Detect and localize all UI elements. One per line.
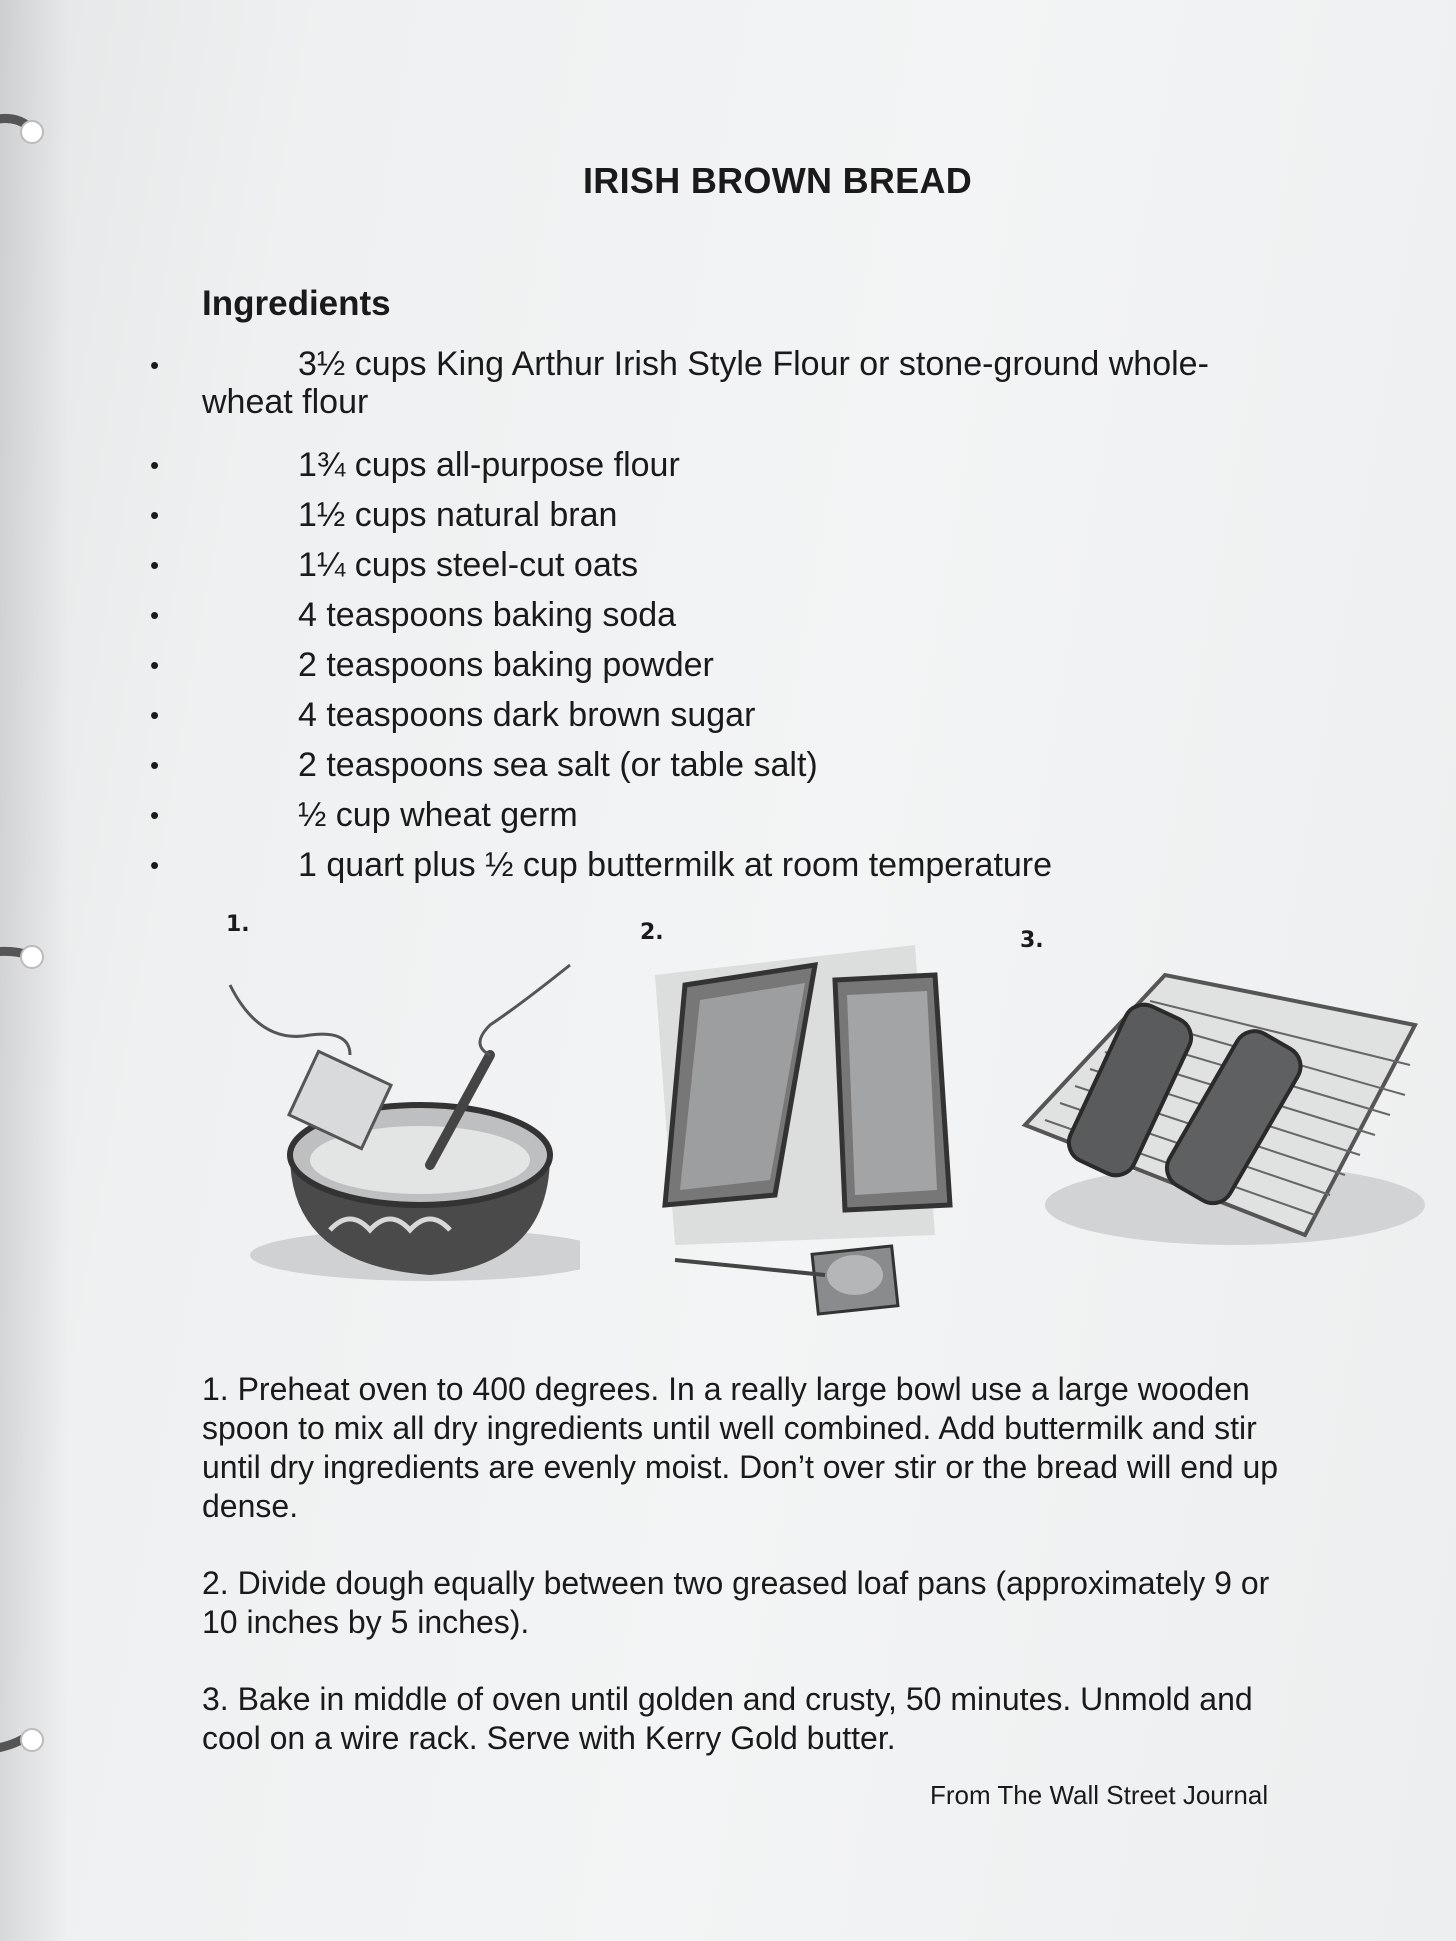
bullet: • [150, 700, 160, 730]
ingredient-item [150, 640, 1330, 690]
ingredient-text: 1 quart plus ½ cup buttermilk at room temperature [298, 846, 1053, 884]
bullet: • [150, 650, 160, 680]
ingredient-text-line2: wheat flour [202, 383, 369, 421]
ingredient-item [150, 840, 1330, 890]
ingredient-text-line1: 3½ cups King Arthur Irish Style Flour or stone-ground whole- [298, 345, 1209, 383]
ingredient-text: 1¼ cups steel-cut oats [298, 546, 639, 584]
ingredient-item [150, 490, 1330, 540]
bullet: • [150, 550, 160, 580]
ingredient-item [150, 440, 1330, 490]
binder-ring-icon [0, 108, 48, 152]
binder-ring-icon [0, 935, 48, 979]
recipe-title: IRISH BROWN BREAD [583, 160, 973, 201]
ingredient-text: 4 teaspoons dark brown sugar [298, 696, 756, 734]
ingredients-heading: Ingredients [202, 284, 391, 323]
bullet: • [150, 750, 160, 780]
ingredient-text: 4 teaspoons baking soda [298, 596, 677, 634]
bullet: • [150, 800, 160, 830]
ingredient-text: 1¾ cups all-purpose flour [298, 446, 680, 484]
ingredient-item [150, 540, 1330, 590]
instructions [202, 1370, 1282, 1796]
instruction-step: 1. Preheat oven to 400 degrees. In a really large bowl use a large wooden spoon to mix all dry ingredients until well combined. Add buttermilk and stir until dry ingredients are evenly moist. Don’t over stir or the bread will end up dense. [202, 1371, 1279, 1524]
ingredient-text: ½ cup wheat germ [298, 796, 578, 834]
instruction-step: 3. Bake in middle of oven until golden and crusty, 50 minutes. Unmold and cool on a wire rack. Serve with Kerry Gold butter. [202, 1681, 1253, 1756]
ingredient-text: 2 teaspoons sea salt (or table salt) [298, 746, 818, 784]
illustration-number: 3. [1020, 928, 1044, 953]
bullet: • [150, 500, 160, 530]
ingredient-item [150, 740, 1330, 790]
bullet: • [150, 850, 160, 880]
ingredient-item [150, 690, 1330, 740]
bullet: • [150, 600, 160, 630]
binder-ring-icon [0, 1720, 48, 1764]
loaf-pans-icon [645, 905, 1025, 1335]
ingredient-item [150, 340, 1330, 440]
illustration-number: 2. [640, 920, 664, 945]
ingredient-text: 2 teaspoons baking powder [298, 646, 714, 684]
instruction-step: 2. Divide dough equally between two greased loaf pans (approximately 9 or 10 inches by 5 inches). [202, 1565, 1270, 1640]
bullet: • [150, 450, 160, 480]
bullet: • [150, 350, 160, 380]
illustration-number: 1. [226, 912, 250, 937]
ingredient-item [150, 590, 1330, 640]
ingredient-text: 1½ cups natural bran [298, 496, 618, 534]
mixing-bowl-icon [200, 905, 580, 1335]
ingredients-list [150, 340, 1330, 890]
cooling-rack-icon [1015, 905, 1425, 1335]
source-credit: From The Wall Street Journal [930, 1780, 1269, 1810]
ingredient-item [150, 790, 1330, 840]
